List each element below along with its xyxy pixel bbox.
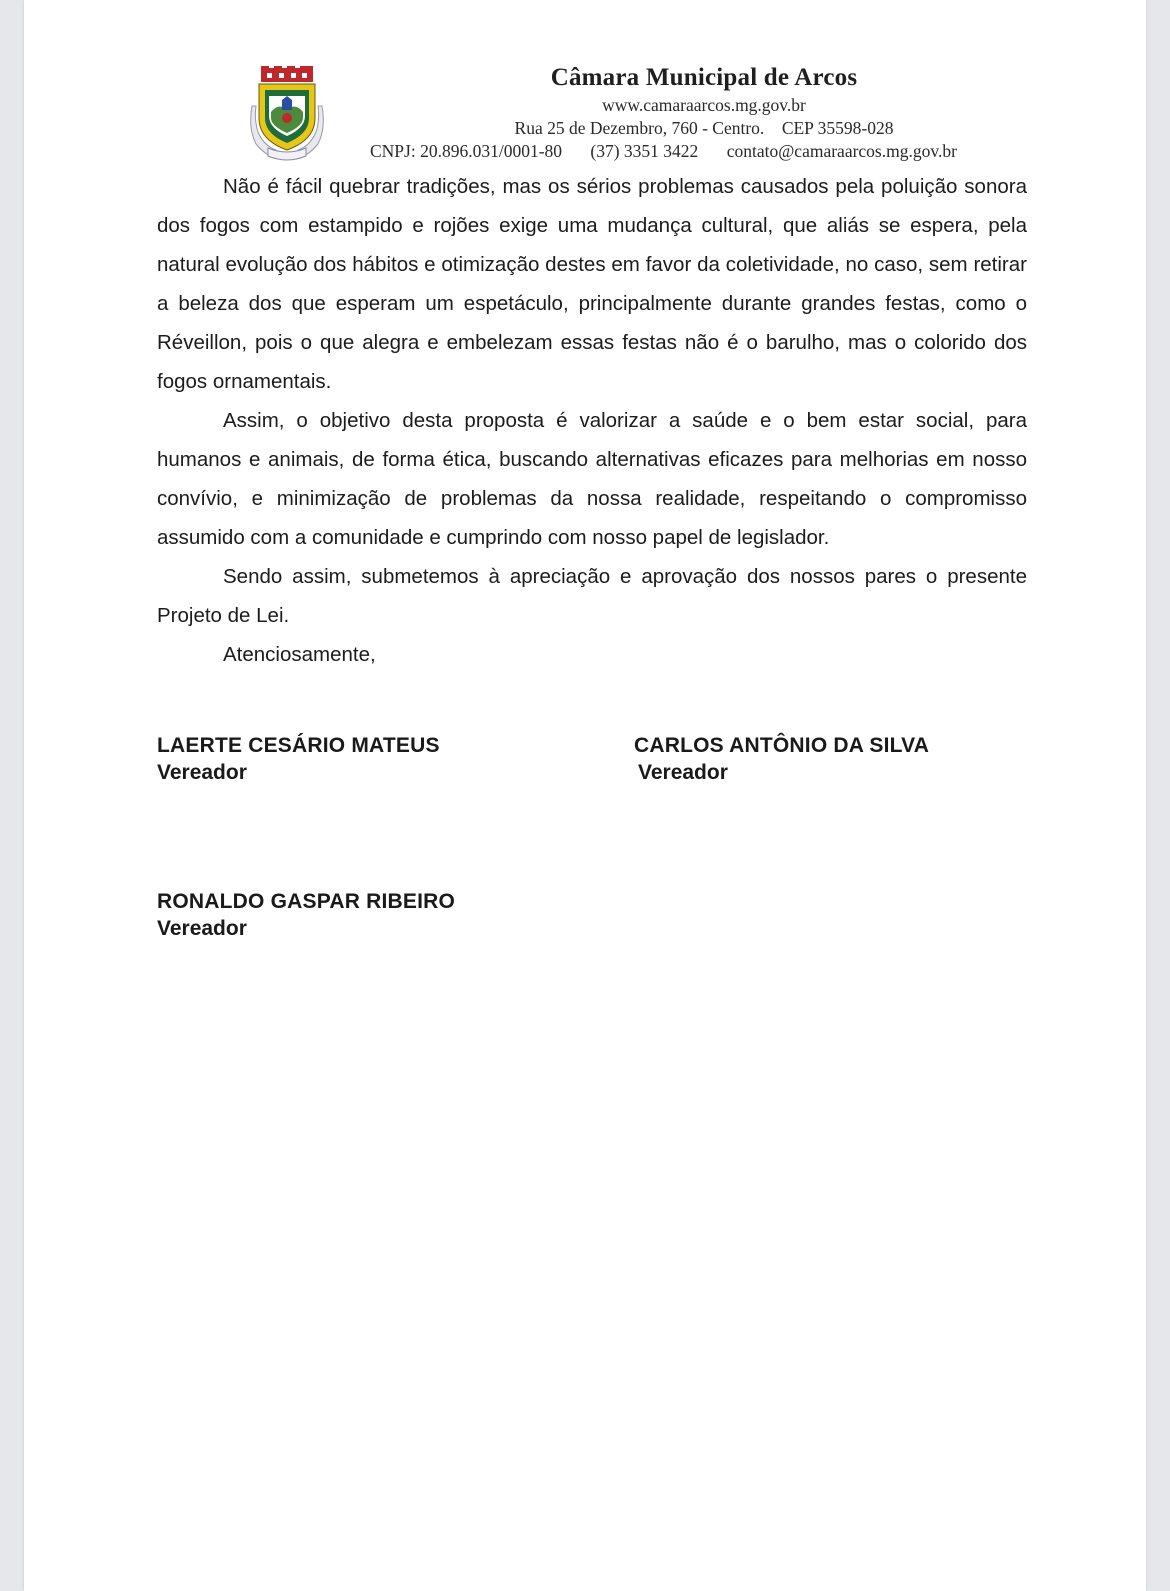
institution-address: Rua 25 de Dezembro, 760 - Centro. (514, 118, 765, 138)
document-body (157, 167, 1027, 674)
signatory-name: LAERTE CESÁRIO MATEUS (157, 734, 440, 757)
signatory-role: Vereador (157, 761, 247, 784)
institution-cnpj: CNPJ: 20.896.031/0001-80 (370, 141, 563, 161)
institution-name: Câmara Municipal de Arcos (550, 64, 858, 91)
signature-block (634, 732, 929, 786)
closing-salutation: Atenciosamente, (223, 643, 376, 666)
institution-address-line (324, 117, 1084, 140)
institution-email: contato@camaraarcos.mg.gov.br (726, 141, 957, 161)
signatory-role: Vereador (157, 917, 247, 940)
municipal-coat-of-arms-icon (246, 66, 328, 166)
signature-block (157, 732, 440, 786)
institution-cep: CEP 35598-028 (781, 118, 894, 138)
body-paragraph: Não é fácil quebrar tradições, mas os sérios problemas causados pela poluição sonora dos fogos com estampido e rojões exige uma mudança cultural, que aliás se espera, pela natural evolução dos hábitos e otimização destes em favor da coletividade, no caso, sem retirar a beleza dos que esperam um espetáculo, principalmente durante grandes festas, como o Réveillon, pois o que alegra e embelezam essas festas não é o barulho, mas o colorido dos fogos ornamentais. (157, 175, 1027, 393)
signatory-name: CARLOS ANTÔNIO DA SILVA (634, 734, 930, 757)
signatory-role: Vereador (638, 761, 728, 784)
institution-contact-line (324, 140, 1084, 163)
document-page (24, 0, 1146, 1591)
signatory-name: RONALDO GASPAR RIBEIRO (157, 890, 456, 913)
body-paragraph: Assim, o objetivo desta proposta é valorizar a saúde e o bem estar social, para humanos e animais, de forma ética, buscando alternativas eficazes para melhorias em nosso convívio, e minimização de problemas da nossa realidade, respeitando o compromisso assumido com a comunidade e cumprindo com nosso papel de legislador. (157, 409, 1027, 549)
institution-phone: (37) 3351 3422 (590, 141, 699, 161)
letterhead (324, 62, 1084, 163)
body-paragraph: Sendo assim, submetemos à apreciação e aprovação dos nossos pares o presente Projeto de Lei. (157, 565, 1027, 627)
signature-block (157, 888, 455, 942)
institution-website: www.camaraarcos.mg.gov.br (602, 95, 806, 115)
